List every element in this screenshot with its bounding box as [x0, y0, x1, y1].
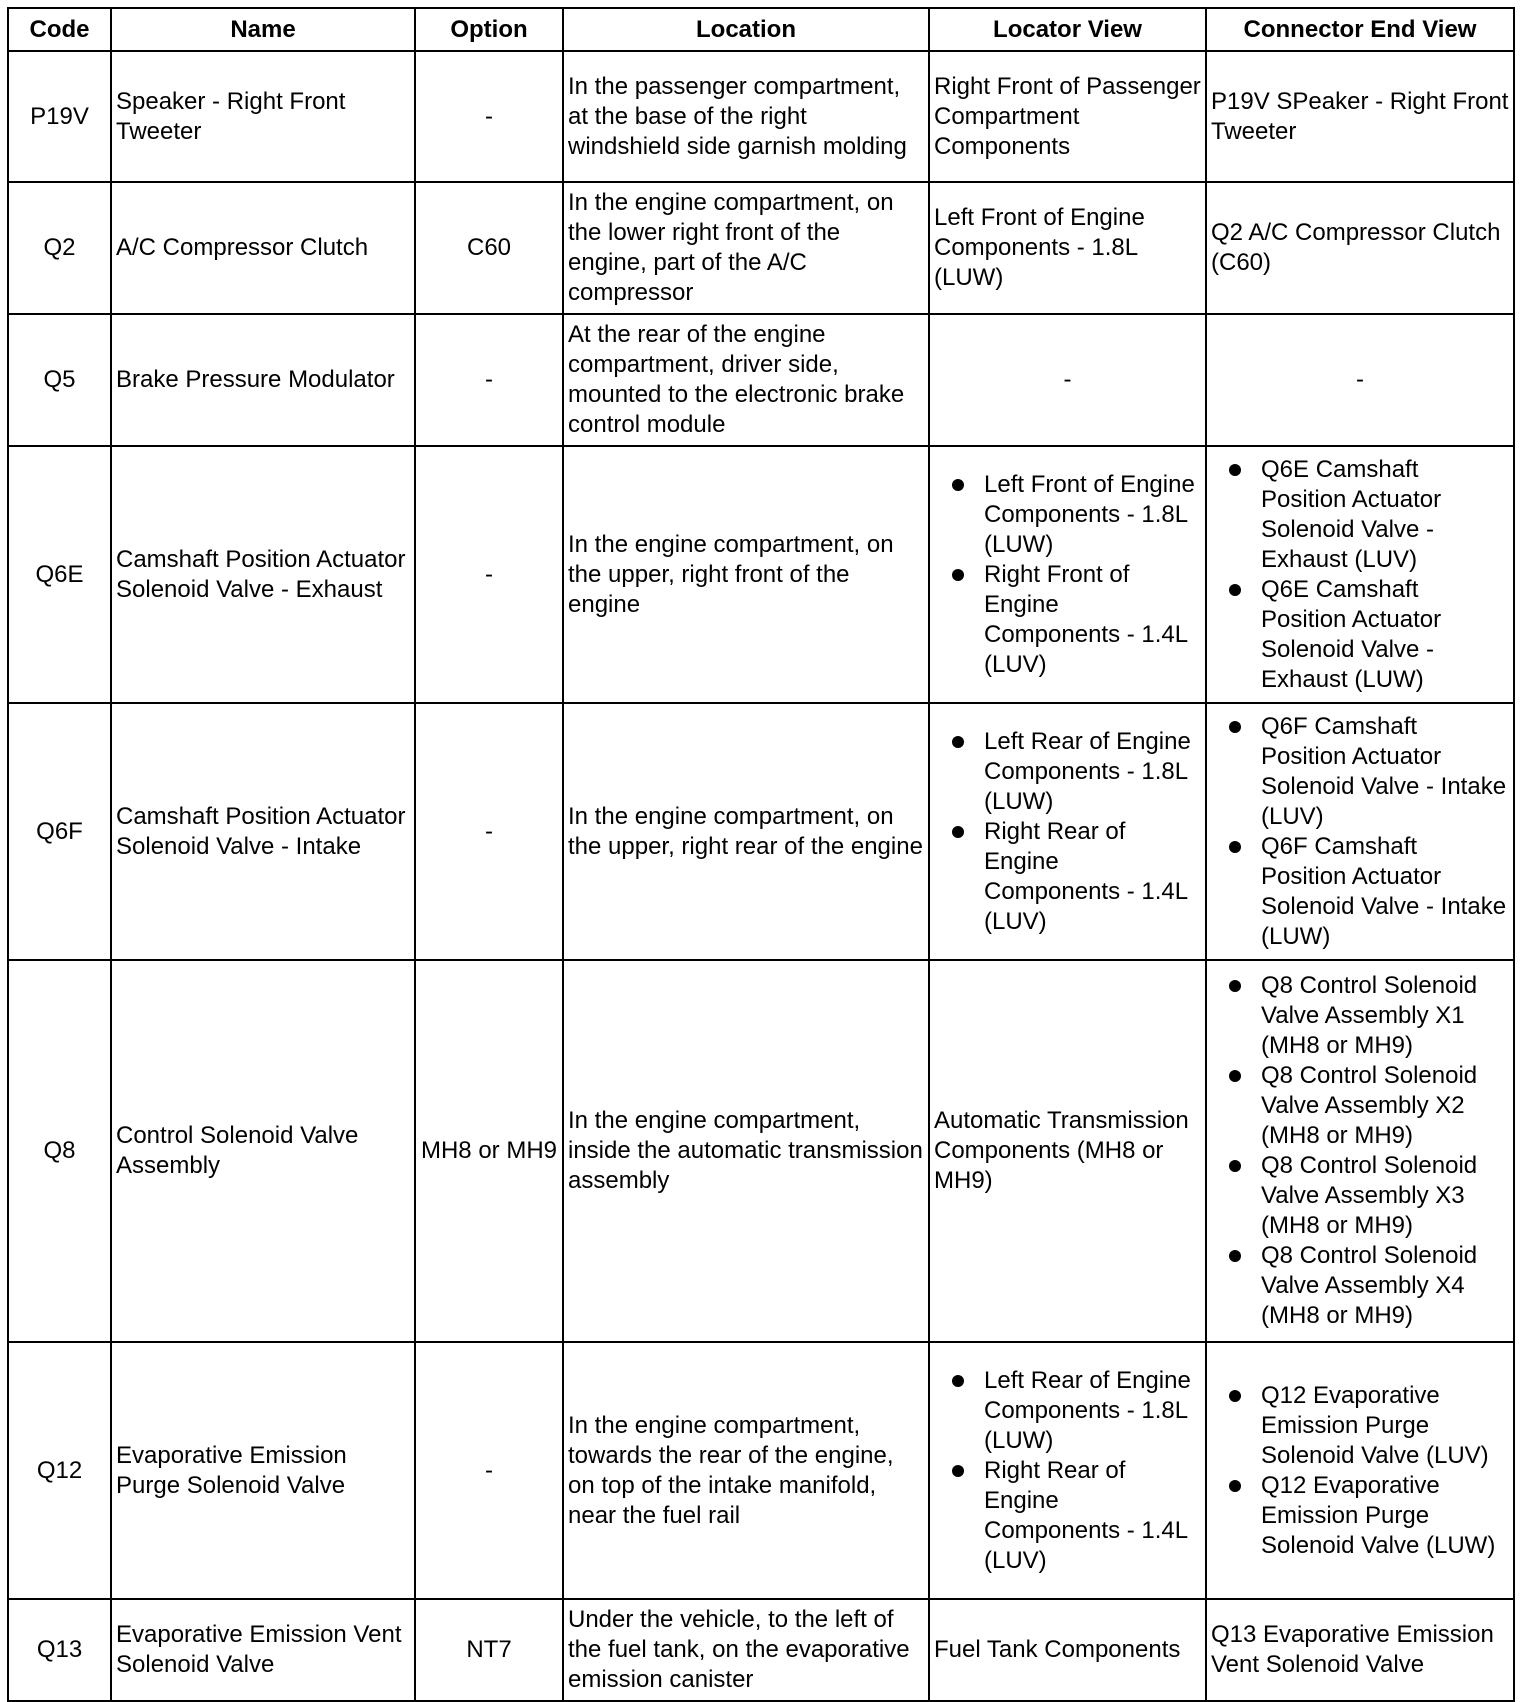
cell-name: Evaporative Emission Vent Solenoid Valve: [111, 1599, 415, 1701]
cell-code: Q6F: [8, 703, 111, 960]
column-header-connector-end-view: Connector End View: [1206, 8, 1514, 51]
cell-connector-end-view-list: [1211, 455, 1509, 695]
cell-code: Q13: [8, 1599, 111, 1701]
cell-locator-view-list: [934, 727, 1201, 937]
bullet-item: Q12 Evaporative Emission Purge Solenoid Valve (LUV): [1261, 1381, 1509, 1471]
cell-connector-end-view: Q13 Evaporative Emission Vent Solenoid Valve: [1206, 1599, 1514, 1701]
cell-locator-view: Automatic Transmission Components (MH8 or MH9): [929, 960, 1206, 1342]
column-header-name: Name: [111, 8, 415, 51]
cell-locator-view: [929, 446, 1206, 703]
cell-location: In the engine compartment, on the lower right front of the engine, part of the A/C compressor: [563, 182, 929, 314]
table-row: [8, 1342, 1514, 1599]
bullet-item: Right Rear of Engine Components - 1.4L (LUV): [984, 817, 1201, 937]
cell-option: MH8 or MH9: [415, 960, 563, 1342]
cell-name: A/C Compressor Clutch: [111, 182, 415, 314]
cell-locator-view: Right Front of Passenger Compartment Components: [929, 51, 1206, 182]
column-header-code: Code: [8, 8, 111, 51]
cell-connector-end-view: -: [1206, 314, 1514, 446]
column-header-locator-view: Locator View: [929, 8, 1206, 51]
cell-option: NT7: [415, 1599, 563, 1701]
bullet-item: Right Rear of Engine Components - 1.4L (LUV): [984, 1456, 1201, 1576]
table-row: [8, 446, 1514, 703]
cell-name: Evaporative Emission Purge Solenoid Valve: [111, 1342, 415, 1599]
table-row: [8, 314, 1514, 446]
cell-locator-view: Fuel Tank Components: [929, 1599, 1206, 1701]
cell-option: -: [415, 703, 563, 960]
bullet-item: Q8 Control Solenoid Valve Assembly X4 (MH8 or MH9): [1261, 1241, 1509, 1331]
cell-option: -: [415, 446, 563, 703]
column-header-option: Option: [415, 8, 563, 51]
cell-connector-end-view-list: [1211, 712, 1509, 952]
cell-location: In the passenger compartment, at the base of the right windshield side garnish molding: [563, 51, 929, 182]
bullet-item: Q8 Control Solenoid Valve Assembly X1 (MH8 or MH9): [1261, 971, 1509, 1061]
bullet-item: Q8 Control Solenoid Valve Assembly X3 (MH8 or MH9): [1261, 1151, 1509, 1241]
cell-name: Camshaft Position Actuator Solenoid Valve - Intake: [111, 703, 415, 960]
bullet-item: Left Rear of Engine Components - 1.8L (LUW): [984, 727, 1201, 817]
cell-connector-end-view: P19V SPeaker - Right Front Tweeter: [1206, 51, 1514, 182]
cell-code: Q12: [8, 1342, 111, 1599]
cell-connector-end-view: [1206, 1342, 1514, 1599]
bullet-item: Right Front of Engine Components - 1.4L (LUV): [984, 560, 1201, 680]
cell-option: C60: [415, 182, 563, 314]
cell-locator-view-list: [934, 1366, 1201, 1576]
cell-name: Brake Pressure Modulator: [111, 314, 415, 446]
cell-locator-view-list: [934, 470, 1201, 680]
bullet-item: Q12 Evaporative Emission Purge Solenoid Valve (LUW): [1261, 1471, 1509, 1561]
cell-location: Under the vehicle, to the left of the fuel tank, on the evaporative emission canister: [563, 1599, 929, 1701]
component-table: [7, 7, 1515, 1702]
cell-name: Control Solenoid Valve Assembly: [111, 960, 415, 1342]
cell-location: In the engine compartment, on the upper, right front of the engine: [563, 446, 929, 703]
component-locator-sheet: [7, 7, 1515, 1702]
cell-connector-end-view: [1206, 446, 1514, 703]
cell-name: Camshaft Position Actuator Solenoid Valve - Exhaust: [111, 446, 415, 703]
cell-option: -: [415, 51, 563, 182]
header-row: [8, 8, 1514, 51]
cell-option: -: [415, 1342, 563, 1599]
cell-code: Q5: [8, 314, 111, 446]
cell-code: Q8: [8, 960, 111, 1342]
cell-connector-end-view: Q2 A/C Compressor Clutch (C60): [1206, 182, 1514, 314]
cell-locator-view: [929, 1342, 1206, 1599]
cell-code: Q6E: [8, 446, 111, 703]
bullet-item: Left Rear of Engine Components - 1.8L (LUW): [984, 1366, 1201, 1456]
cell-name: Speaker - Right Front Tweeter: [111, 51, 415, 182]
cell-location: At the rear of the engine compartment, driver side, mounted to the electronic brake control module: [563, 314, 929, 446]
cell-locator-view: -: [929, 314, 1206, 446]
bullet-item: Q8 Control Solenoid Valve Assembly X2 (MH8 or MH9): [1261, 1061, 1509, 1151]
table-row: [8, 1599, 1514, 1701]
bullet-item: Q6F Camshaft Position Actuator Solenoid Valve - Intake (LUV): [1261, 712, 1509, 832]
cell-connector-end-view: [1206, 703, 1514, 960]
cell-location: In the engine compartment, inside the automatic transmission assembly: [563, 960, 929, 1342]
bullet-item: Q6E Camshaft Position Actuator Solenoid Valve - Exhaust (LUV): [1261, 455, 1509, 575]
table-body: [8, 51, 1514, 1701]
cell-option: -: [415, 314, 563, 446]
table-row: [8, 182, 1514, 314]
cell-connector-end-view: [1206, 960, 1514, 1342]
cell-location: In the engine compartment, towards the rear of the engine, on top of the intake manifold, near the fuel rail: [563, 1342, 929, 1599]
bullet-item: Q6E Camshaft Position Actuator Solenoid Valve - Exhaust (LUW): [1261, 575, 1509, 695]
column-header-location: Location: [563, 8, 929, 51]
table-row: [8, 51, 1514, 182]
cell-location: In the engine compartment, on the upper, right rear of the engine: [563, 703, 929, 960]
bullet-item: Left Front of Engine Components - 1.8L (LUW): [984, 470, 1201, 560]
bullet-item: Q6F Camshaft Position Actuator Solenoid Valve - Intake (LUW): [1261, 832, 1509, 952]
cell-code: Q2: [8, 182, 111, 314]
table-row: [8, 703, 1514, 960]
cell-code: P19V: [8, 51, 111, 182]
cell-locator-view: Left Front of Engine Components - 1.8L (LUW): [929, 182, 1206, 314]
table-row: [8, 960, 1514, 1342]
cell-connector-end-view-list: [1211, 971, 1509, 1331]
cell-connector-end-view-list: [1211, 1381, 1509, 1561]
cell-locator-view: [929, 703, 1206, 960]
